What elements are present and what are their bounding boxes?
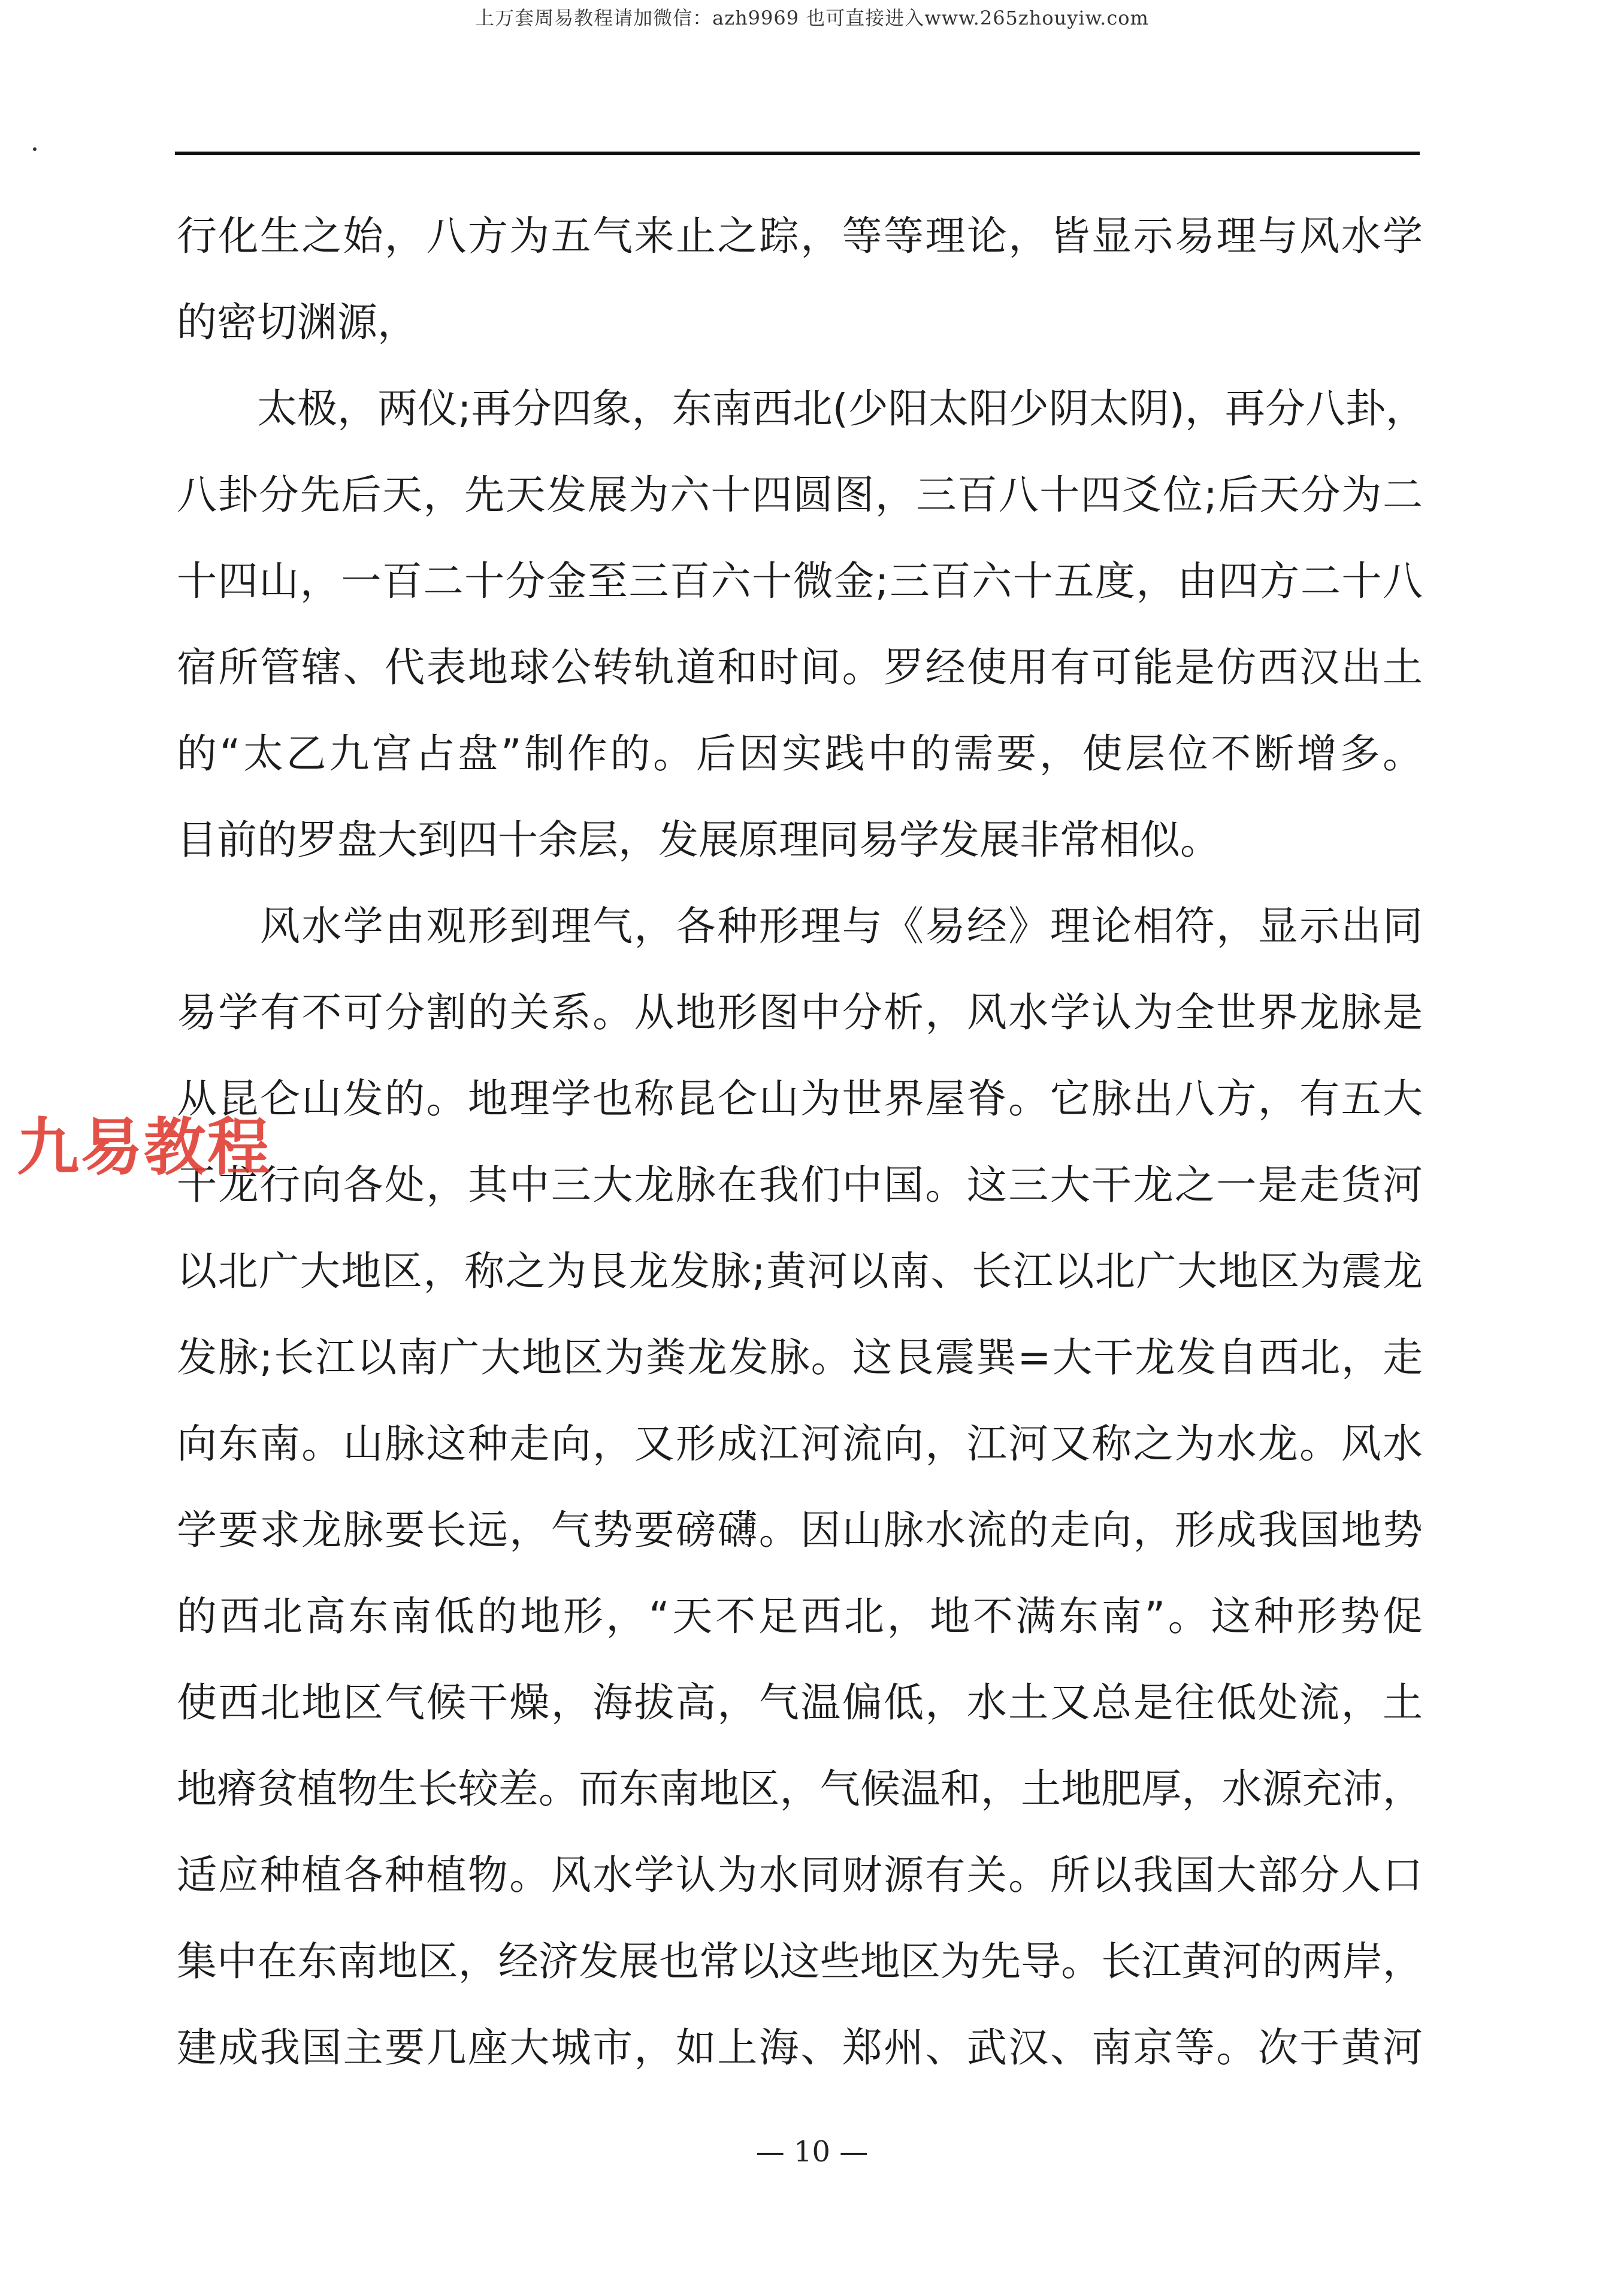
text-line: 学要求龙脉要长远，气势要磅礴。因山脉水流的走向，形成我国地势 xyxy=(177,1507,1423,1553)
text-line: 使西北地区气候干燥，海拔高，气温偏低，水土又总是往低处流，土 xyxy=(177,1679,1423,1726)
text-line: 八卦分先后天，先天发展为六十四圆图，三百八十四爻位;后天分为二 xyxy=(177,471,1423,518)
text-line: 的密切渊源， xyxy=(177,299,418,346)
text-line: 太极，两仪;再分四象，东南西北(少阳太阳少阴太阴)，再分八卦， xyxy=(177,385,1426,432)
body-text xyxy=(177,193,1426,2091)
text-line: 发脉;长江以南广大地区为粪龙发脉。这艮震巽=大干龙发自西北，走 xyxy=(177,1334,1423,1381)
text-line: 十四山，一百二十分金至三百六十微金;三百六十五度，由四方二十八 xyxy=(177,558,1423,604)
header-rule xyxy=(175,152,1420,155)
text-line: 风水学由观形到理气，各种形理与《易经》理论相符，显示出同 xyxy=(177,903,1423,950)
text-line: 干龙行向各处，其中三大龙脉在我们中国。这三大干龙之一是走货河 xyxy=(177,1162,1423,1208)
scan-speck xyxy=(33,147,37,151)
text-line: 建成我国主要几座大城市，如上海、郑州、武汉、南京等。次于黄河 xyxy=(177,2024,1423,2071)
text-line: 易学有不可分割的关系。从地形图中分析，风水学认为全世界龙脉是 xyxy=(177,989,1423,1036)
top-banner: 上万套周易教程请加微信：azh9969 也可直接进入www.265zhouyiw.com xyxy=(475,7,1149,29)
text-line: 集中在东南地区，经济发展也常以这些地区为先导。长江黄河的两岸， xyxy=(177,1938,1423,1985)
page-number: — 10 — xyxy=(755,2135,869,2169)
text-line: 行化生之始，八方为五气来止之踪，等等理论，皆显示易理与风水学 xyxy=(177,213,1423,259)
text-line: 宿所管辖、代表地球公转轨道和时间。罗经使用有可能是仿西汉出土 xyxy=(177,644,1423,691)
text-line: 向东南。山脉这种走向，又形成江河流向，江河又称之为水龙。风水 xyxy=(177,1420,1423,1467)
text-line: 地瘠贫植物生长较差。而东南地区，气候温和，土地肥厚，水源充沛， xyxy=(177,1765,1423,1812)
text-line: 目前的罗盘大到四十余层，发展原理同易学发展非常相似。 xyxy=(177,817,1220,863)
text-line: 以北广大地区，称之为艮龙发脉;黄河以南、长江以北广大地区为震龙 xyxy=(177,1248,1423,1295)
text-line: 从昆仑山发的。地理学也称昆仑山为世界屋脊。它脉出八方，有五大 xyxy=(177,1075,1423,1122)
text-line: 适应种植各种植物。风水学认为水同财源有关。所以我国大部分人口 xyxy=(177,1852,1423,1898)
text-line: 的“太乙九宫占盘”制作的。后因实践中的需要，使层位不断增多。 xyxy=(177,730,1423,777)
text-line: 的西北高东南低的地形，“天不足西北，地不满东南”。这种形势促 xyxy=(177,1593,1423,1640)
watermark-logo: 九易教程 xyxy=(17,1111,271,1184)
